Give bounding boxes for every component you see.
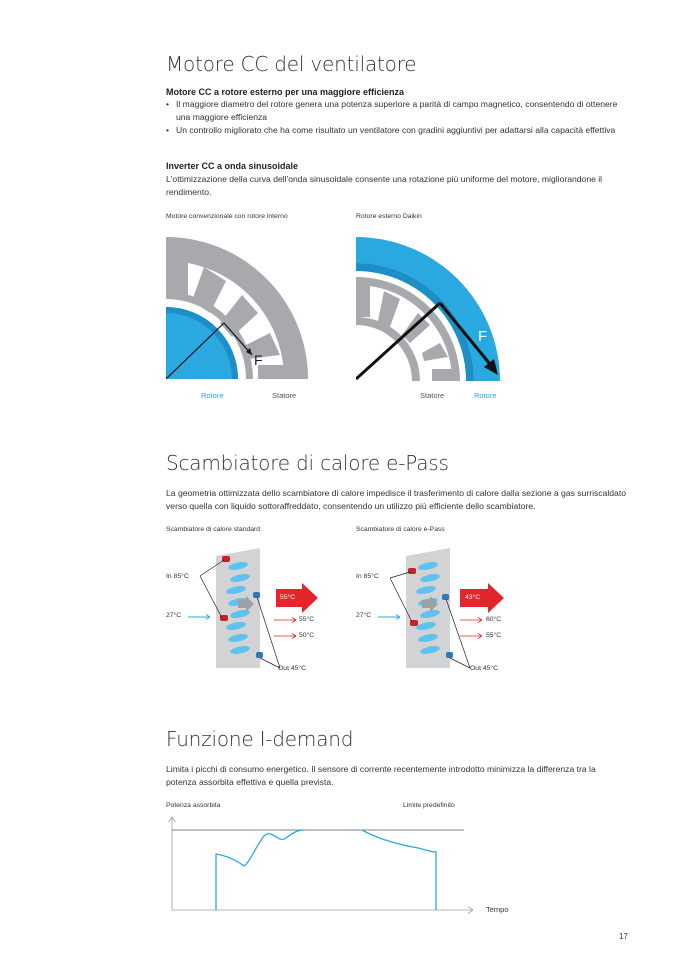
force-label-right: F [478,328,488,345]
idemand-section-title: Funzione I-demand [166,727,354,751]
outlet-connector-1 [442,594,449,600]
idemand-limit-label: Limite predefinito [403,802,455,809]
right-rotor-label: Rotore [474,391,497,400]
right-air-in-label: 27°C [356,612,372,619]
epass-section-title: Scambiatore di calore e-Pass [166,451,449,475]
conventional-motor-diagram [166,237,312,382]
left-rotor-label: Rotore [201,391,224,400]
idemand-power-chart [166,814,486,916]
epass-exchanger-caption: Scambiatore di calore e-Pass [356,526,445,533]
epass-exchanger-diagram [354,542,514,682]
outlet-connector-1 [253,592,260,598]
motor-bullet-2: • Un controllo migliorato che ha come risultato un ventilatore con gradini aggiuntivi per adattarsi alla capacità effettiva [166,124,628,137]
idemand-y-axis-label: Potenza assorbita [166,802,221,809]
inverter-paragraph: L'ottimizzazione della curva dell'onda sinusoidale consente una rotazione più uniforme del motore, migliorandone il rendimento. [166,174,603,197]
left-air-in-label: 27°C [166,612,182,619]
left-outlet-temp-1: 55°C [299,616,315,623]
outlet-connector-2 [256,652,263,658]
right-outlet-label: Out 45°C [470,665,499,672]
force-label: F [254,352,263,368]
right-stator-label: Statore [420,391,445,400]
left-outlet-temp-2: 50°C [299,632,315,639]
power-curve-falling [362,830,436,910]
daikin-motor-caption: Rotore esterno Daikin [356,213,422,220]
epass-paragraph: La geometria ottimizzata dello scambiatore di calore impedisce il trasferimento di calore dalla sezione a gas surriscaldato verso quella con liquido sottoraffreddato, consentendo un utilizzo più efficiente dello scambiatore. [166,488,626,511]
right-hot-arrow-label: 43°C [465,594,481,601]
idemand-paragraph: Limita i picchi di consumo energetico. Il sensore di corrente recentemente introdotto minimizza la differenza tra la potenza assorbita effettiva e quella prevista. [166,764,596,787]
outlet-connector-2 [446,652,453,658]
right-inlet-label: In 85°C [356,573,379,580]
left-hot-arrow-label: 55°C [280,594,296,601]
page-number: 17 [619,932,628,941]
daikin-motor-diagram [356,237,502,382]
standard-exchanger-diagram [164,542,324,682]
motor-section-title: Motore CC del ventilatore [166,52,417,76]
motor-bullet-1: • Il maggiore diametro del rotore genera una potenza superiore a parità di campo magnetico, consentendo di ottenere una maggiore efficienza [166,98,628,124]
idemand-x-axis-label: Tempo [486,905,509,914]
inverter-subheading: Inverter CC a onda sinusoidale [166,161,299,171]
motor-subheading: Motore CC a rotore esterno per una maggiore efficienza [166,87,405,97]
inlet-connector-1 [408,568,416,574]
conventional-motor-caption: Motore convenzionale con rotore interno [166,213,288,220]
left-outlet-label: Out 45°C [278,665,307,672]
right-outlet-temp-2: 55°C [486,632,502,639]
left-inlet-label: In 85°C [166,573,189,580]
right-outlet-temp-1: 60°C [486,616,502,623]
left-stator-label: Statore [272,391,297,400]
motor-bullet-list [166,98,628,137]
standard-exchanger-caption: Scambiatore di calore standard [166,526,261,533]
inlet-connector-1 [222,556,230,562]
power-curve-rising [216,830,304,910]
